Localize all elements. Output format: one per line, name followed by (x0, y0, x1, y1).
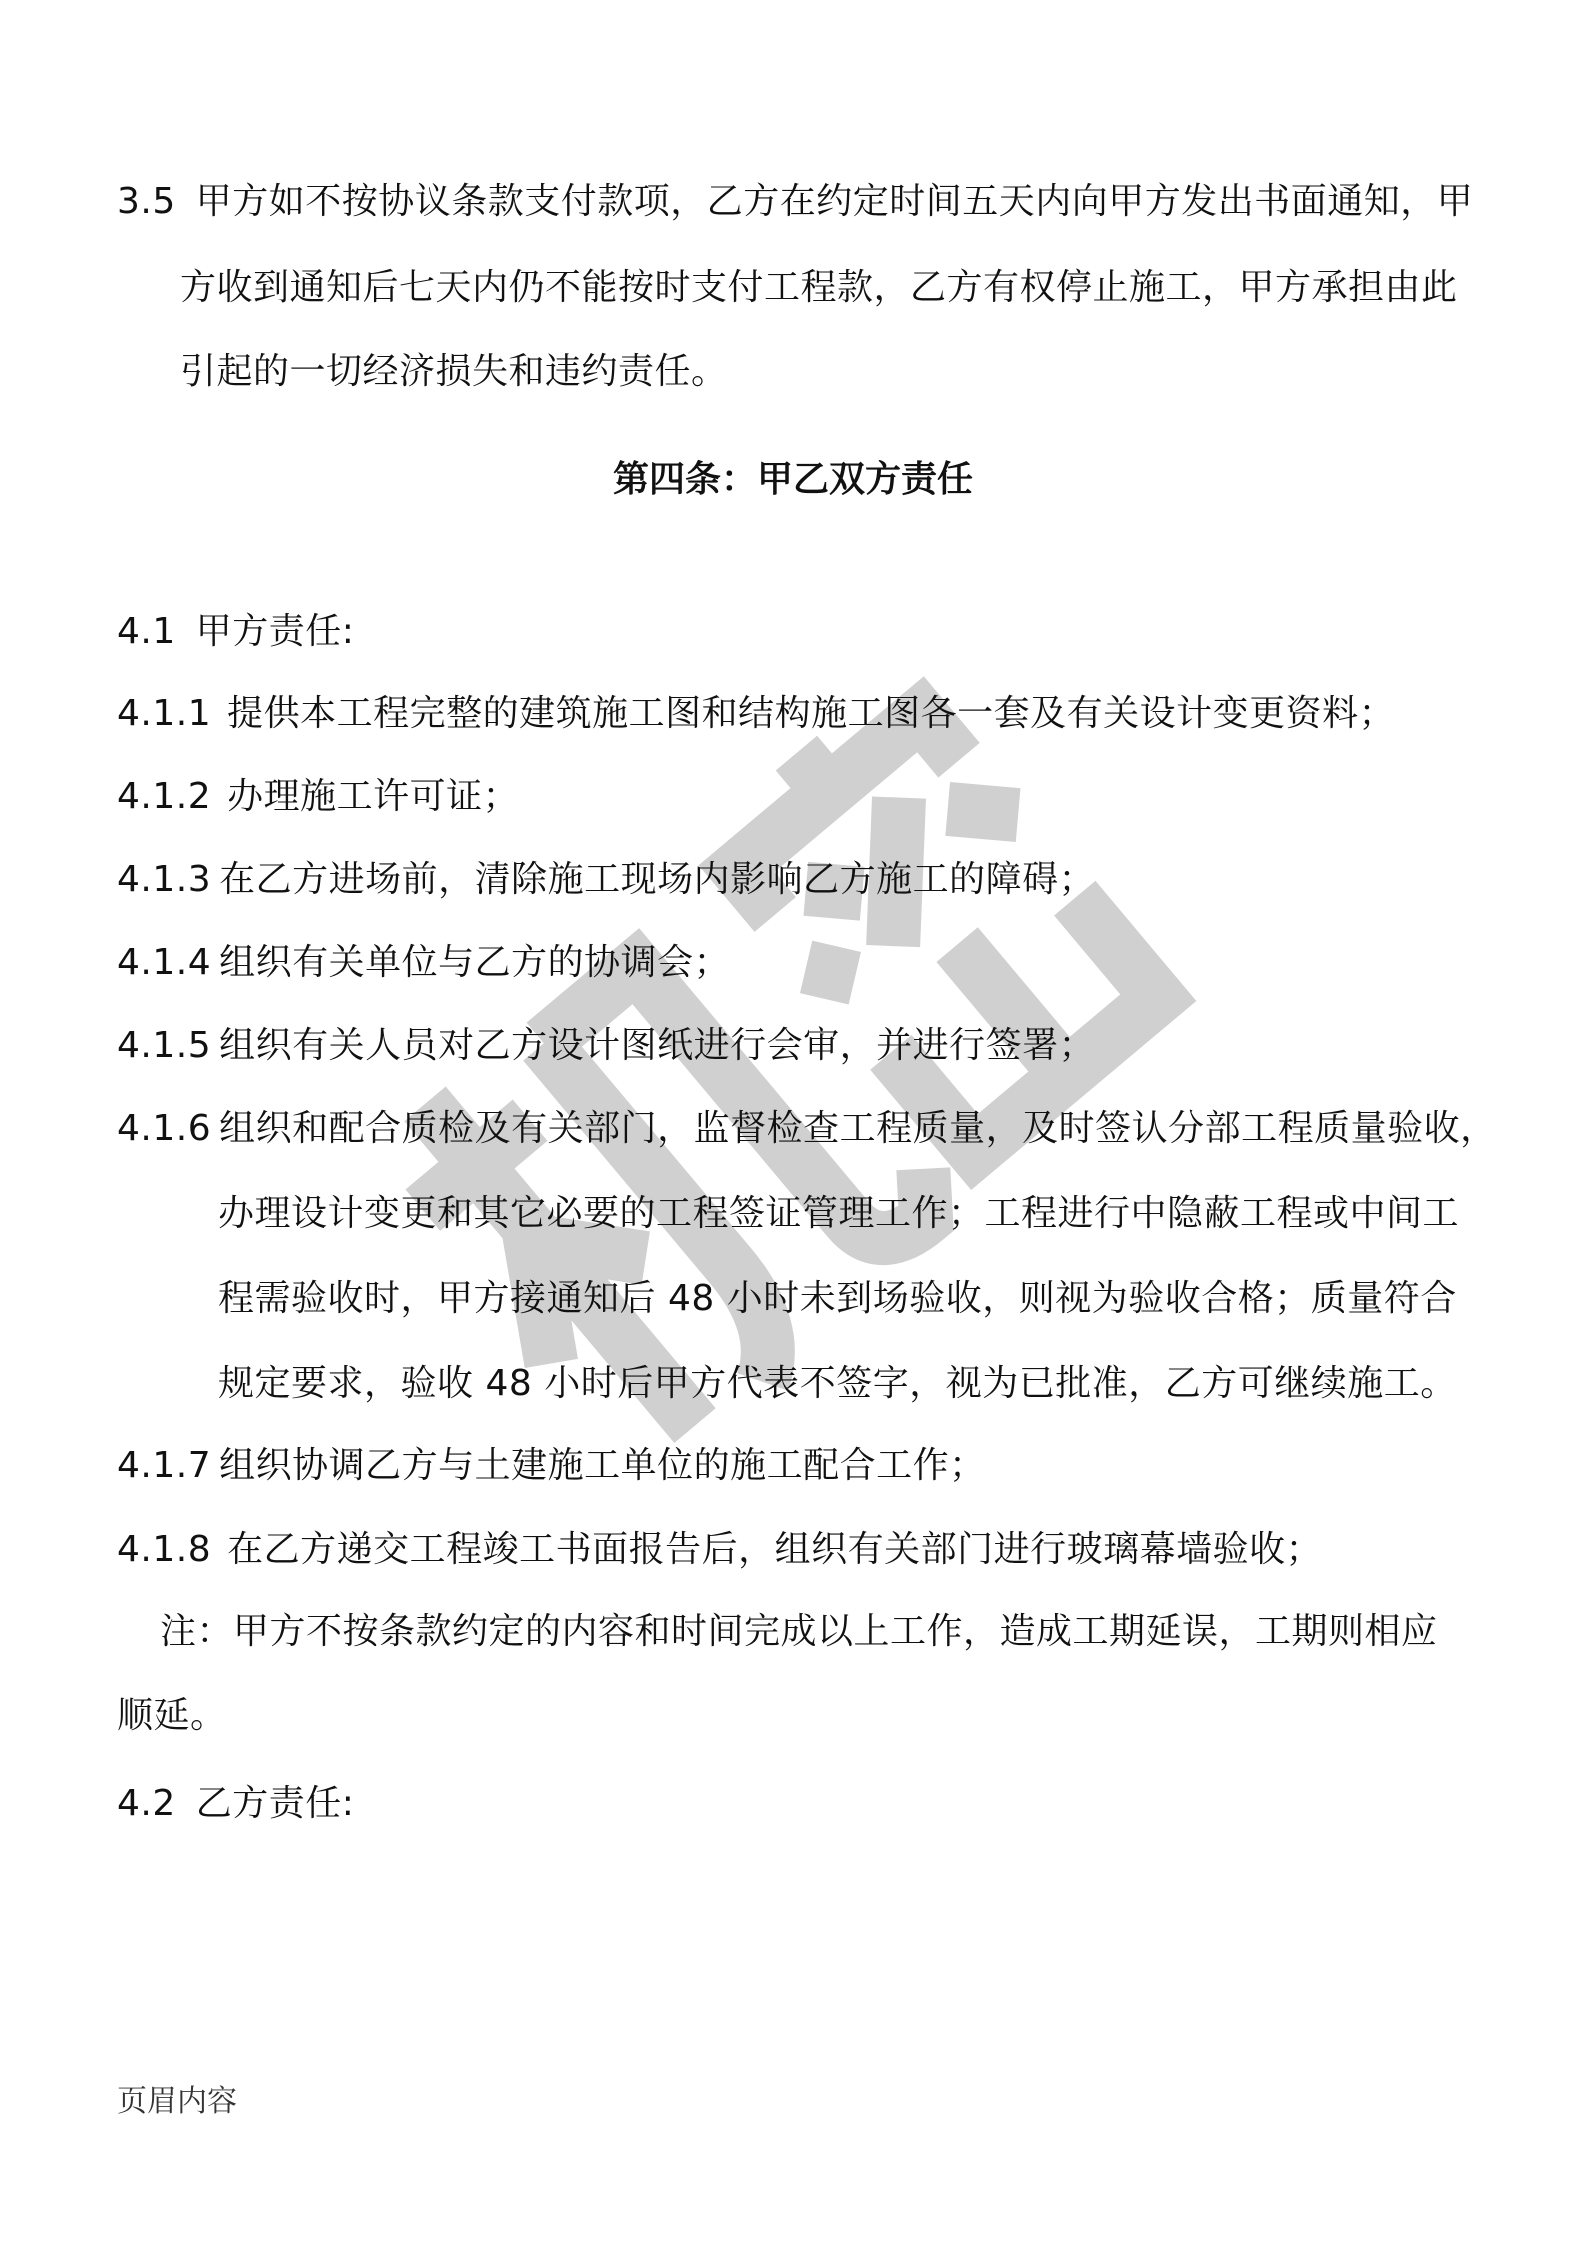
item-4-1-6-cont-3: 规定要求，验收 48 小时后甲方代表不签字，视为已批准，乙方可继续施工。 (218, 1363, 1457, 1404)
item-number: 4.1.3 (117, 859, 212, 900)
clause-4-2-title (117, 1780, 354, 1828)
item-text: 办理施工许可证； (227, 776, 520, 817)
page-footer: 页眉内容 (117, 2084, 237, 2119)
item-text: 组织和配合质检及有关部门，监督检查工程质量，及时签认分部工程质量验收， (219, 1108, 1497, 1149)
item-text: 在乙方进场前，清除施工现场内影响乙方施工的障碍； (219, 859, 1096, 900)
item-number: 4.1.4 (117, 942, 212, 983)
item-4-1-1 (117, 690, 1395, 738)
clause-3-5-line-1 (117, 178, 1473, 226)
item-text: 在乙方递交工程竣工书面报告后，组织有关部门进行玻璃幕墙验收； (227, 1529, 1323, 1570)
clause-4-1-label: 甲方责任: (195, 611, 355, 652)
item-text: 组织有关人员对乙方设计图纸进行会审，并进行签署； (219, 1025, 1096, 1066)
item-number: 4.1.2 (117, 776, 212, 817)
clause-4-1-title (117, 608, 354, 656)
clause-4-1-number: 4.1 (117, 611, 176, 652)
item-text: 组织有关单位与乙方的协调会； (219, 942, 731, 983)
item-number: 4.1.1 (117, 693, 212, 734)
clause-3-5-number: 3.5 (117, 181, 176, 222)
item-4-1-2 (117, 773, 519, 821)
item-4-1-6-cont-1: 办理设计变更和其它必要的工程签证管理工作；工程进行中隐蔽工程或中间工 (218, 1193, 1460, 1234)
item-number: 4.1.6 (117, 1108, 212, 1149)
item-4-1-7 (117, 1442, 986, 1490)
item-4-1-8 (117, 1526, 1322, 1574)
item-number: 4.1.8 (117, 1529, 212, 1570)
item-text: 提供本工程完整的建筑施工图和结构施工图各一套及有关设计变更资料； (227, 693, 1396, 734)
item-number: 4.1.7 (117, 1445, 212, 1486)
item-4-1-3 (117, 856, 1095, 904)
clause-4-1-note-line-1: 注：甲方不按条款约定的内容和时间完成以上工作，造成工期延误，工期则相应 (160, 1611, 1438, 1652)
clause-3-5-line-2: 方收到通知后七天内仍不能按时支付工程款，乙方有权停止施工，甲方承担由此 (180, 267, 1458, 308)
item-text: 组织协调乙方与土建施工单位的施工配合工作； (219, 1445, 986, 1486)
item-4-1-6 (117, 1105, 1497, 1153)
article-4-heading: 第四条：甲乙双方责任 (612, 459, 973, 500)
clause-4-1-note-line-2: 顺延。 (117, 1695, 227, 1736)
clause-3-5-line-3: 引起的一切经济损失和违约责任。 (180, 351, 728, 392)
item-4-1-4 (117, 939, 730, 987)
item-number: 4.1.5 (117, 1025, 212, 1066)
clause-4-2-label: 乙方责任: (195, 1783, 355, 1824)
item-4-1-6-cont-2: 程需验收时，甲方接通知后 48 小时未到场验收，则视为验收合格；质量符合 (218, 1278, 1457, 1319)
item-4-1-5 (117, 1022, 1095, 1070)
clause-3-5-text-1: 甲方如不按协议条款支付款项，乙方在约定时间五天内向甲方发出书面通知，甲 (195, 181, 1474, 222)
clause-4-2-number: 4.2 (117, 1783, 176, 1824)
